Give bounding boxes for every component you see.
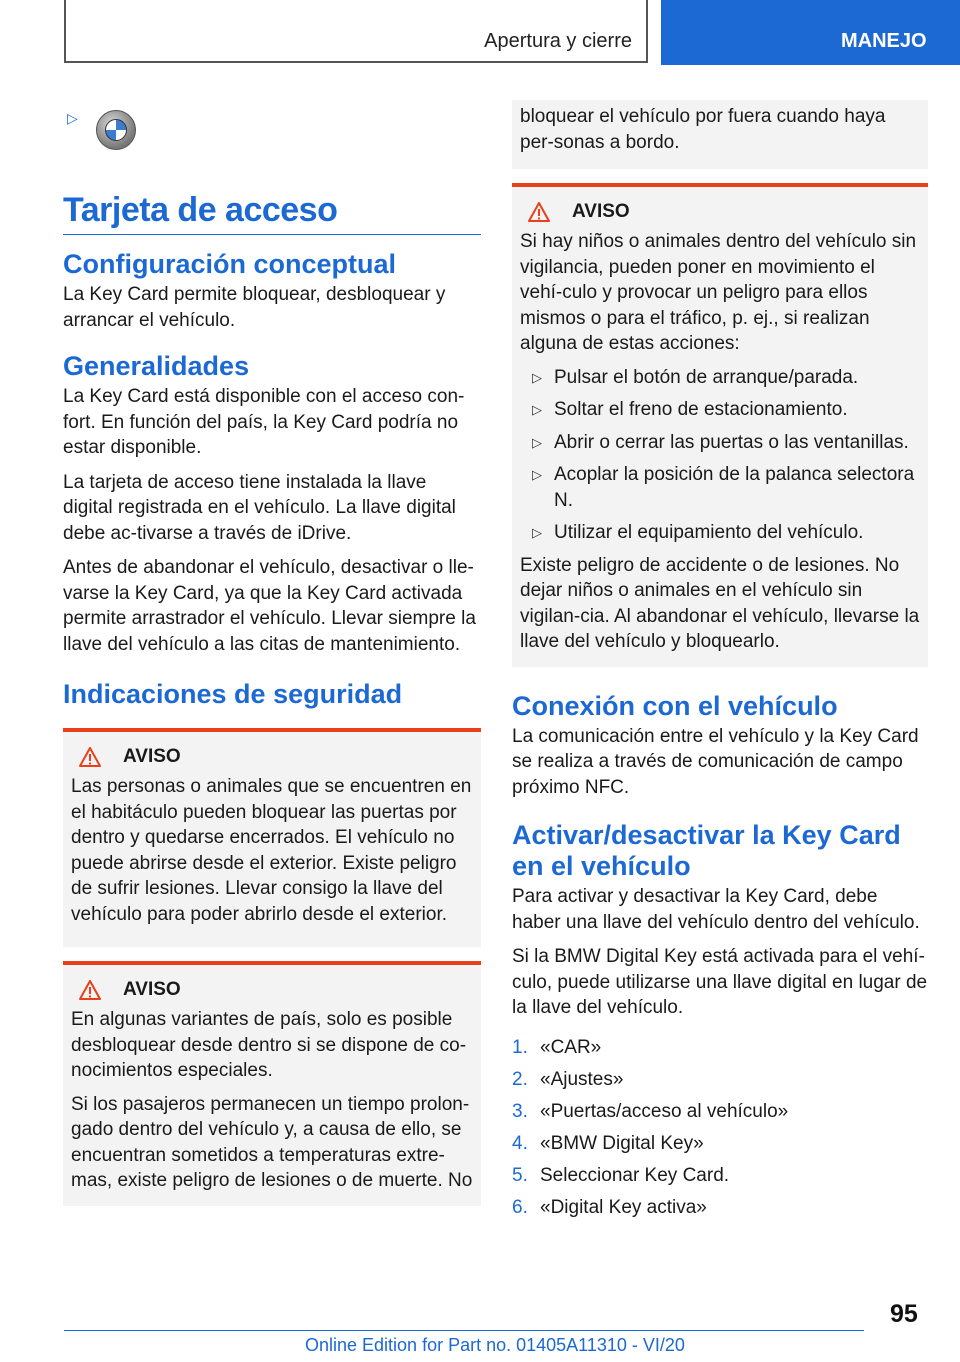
list-item: 1. «CAR» bbox=[512, 1036, 602, 1058]
heading-safety: Indicaciones de seguridad bbox=[63, 679, 403, 709]
warning-box-1 bbox=[63, 728, 481, 947]
header-chapter-tab bbox=[661, 0, 960, 65]
warning-title: AVISO bbox=[123, 979, 181, 1000]
warning-text: Las personas o animales que se encuentren en el habitáculo pueden bloquear las puertas por dentro y quedarse encerrados. El vehículo no puede abrirse desde el exterior. Existe peligro de sufrir lesiones. Llevar consigo la llave del vehículo para poder abrirlo desde el exterior. bbox=[71, 776, 472, 925]
list-item: 6. «Digital Key activa» bbox=[512, 1196, 707, 1218]
warning-action-list bbox=[520, 365, 920, 546]
text-general-1: La Key Card está disponible con el acceso con-fort. En función del país, la Key Card podría no estar disponible. bbox=[63, 386, 465, 458]
header-section-title: Apertura y cierre bbox=[484, 30, 632, 52]
warning-box-3 bbox=[512, 183, 928, 667]
warning-box-2 bbox=[63, 961, 481, 1206]
warning-text: En algunas variantes de país, solo es posible desbloquear desde dentro si se dispone de co-nocimientos especiales. bbox=[71, 1009, 467, 1081]
text-general-3: Antes de abandonar el vehículo, desactivar o lle-varse la Key Card, ya que la Key Card activada permite arrastrador el vehículo. Llevar siempre la llave del vehículo a las citas de mantenimiento. bbox=[63, 557, 476, 655]
header-section-tab bbox=[64, 0, 648, 63]
warning-triangle-icon bbox=[79, 980, 101, 1000]
list-item: 5. Seleccionar Key Card. bbox=[512, 1164, 730, 1186]
page-number: 95 bbox=[890, 1300, 918, 1328]
warning-text: Si los pasajeros permanecen un tiempo prolon-gado dentro del vehículo y, a causa de ello, se encuentran sometidos a temperaturas extre-mas, existe peligro de lesiones o de muerte. No bbox=[71, 1093, 473, 1191]
footer-edition: Online Edition for Part no. 01405A11310 - VI/20 bbox=[305, 1335, 685, 1355]
list-item: ▷ Soltar el freno de estacionamiento. bbox=[520, 397, 920, 423]
heading-config: Configuración conceptual bbox=[63, 249, 397, 279]
list-item: 4. «BMW Digital Key» bbox=[512, 1132, 704, 1154]
warning-triangle-icon bbox=[79, 747, 101, 767]
warning-text: Si hay niños o animales dentro del vehículo sin vigilancia, pueden poner en movimiento el vehí-culo y provocar un peligro para ellos mismos o para el tráfico, p. ej., si realizan alguna de estas acciones: bbox=[520, 231, 917, 354]
steps-list bbox=[512, 1035, 928, 1220]
warning-title: AVISO bbox=[123, 746, 181, 767]
warning-text: Existe peligro de accidente o de lesiones. No dejar niños o animales en el vehículo sin vigilan-cia. Al abandonar el vehículo, llevarse la llave del vehículo y bloquearlo. bbox=[520, 554, 920, 652]
heading-connection: Conexión con el vehículo bbox=[512, 690, 838, 721]
heading-general: Generalidades bbox=[63, 351, 250, 381]
title-wrap bbox=[63, 191, 481, 235]
list-item: ▷ Utilizar el equipamiento del vehículo. bbox=[520, 520, 920, 546]
text-config: La Key Card permite bloquear, desbloquear y arrancar el vehículo. bbox=[63, 284, 446, 331]
text-activate-2: Si la BMW Digital Key está activada para el vehí-culo, puede utilizarse una llave digital en lugar de la llave del vehículo. bbox=[512, 946, 928, 1018]
text-activate-1: Para activar y desactivar la Key Card, debe haber una llave del vehículo dentro del vehículo. bbox=[512, 886, 920, 933]
list-item: 3. «Puertas/acceso al vehículo» bbox=[512, 1100, 789, 1122]
warning-triangle-icon bbox=[528, 202, 550, 222]
warning-title: AVISO bbox=[572, 201, 630, 222]
right-column bbox=[512, 100, 928, 1227]
page-title: Tarjeta de acceso bbox=[63, 191, 338, 229]
text-general-2: La tarjeta de acceso tiene instalada la llave digital registrada en el vehículo. La llave digital debe ac-tivarse a través de iDrive. bbox=[63, 471, 456, 544]
list-item: ▷ Pulsar el botón de arranque/parada. bbox=[520, 365, 920, 391]
list-item: ▷ Acoplar la posición de la palanca selectora N. bbox=[520, 462, 920, 513]
warning-box-2-continued bbox=[512, 100, 928, 169]
list-item: 2. «Ajustes» bbox=[512, 1068, 624, 1090]
list-item: ▷ Abrir o cerrar las puertas o las ventanillas. bbox=[520, 430, 920, 456]
footer-divider bbox=[64, 1330, 864, 1331]
left-column bbox=[63, 100, 481, 1206]
triangle-bullet-icon: ▷ bbox=[67, 110, 78, 126]
header-chapter-title: MANEJO bbox=[841, 30, 927, 52]
heading-activate: Activar/desactivar la Key Card en el vehículo bbox=[512, 820, 901, 881]
text-connection: La comunicación entre el vehículo y la Key Card se realiza a través de comunicación de campo próximo NFC. bbox=[512, 725, 919, 798]
warning-text-continued: bloquear el vehículo por fuera cuando haya per-sonas a bordo. bbox=[520, 106, 886, 153]
